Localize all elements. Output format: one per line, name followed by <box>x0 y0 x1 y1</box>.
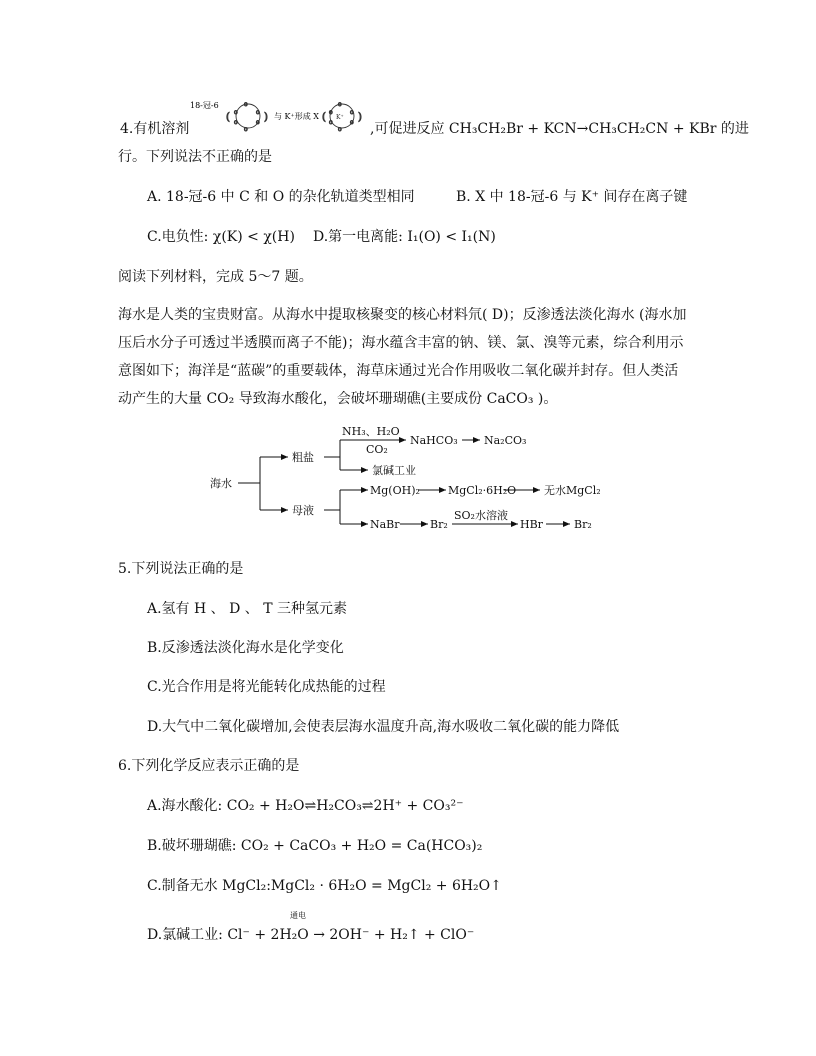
label-co2: CO₂ <box>366 443 388 456</box>
q4-option-a: A. 18-冠-6 中 C 和 O 的杂化轨道类型相同 <box>147 189 415 205</box>
svg-text:o: o <box>338 126 342 133</box>
q4-option-c: C.电负性: χ(K) < χ(H) <box>147 229 295 245</box>
svg-text:o: o <box>234 109 238 116</box>
q5-stem: 5.下列说法正确的是 <box>118 561 244 577</box>
node-mother-liquor: 母液 <box>292 504 314 517</box>
passage-line-1: 海水是人类的宝贵财富。从海水中提取核聚变的核心材料氘( D)；反渗透法淡化海水 (海水加 <box>118 307 687 323</box>
svg-text:(: ( <box>322 112 326 123</box>
q6-stem: 6.下列化学反应表示正确的是 <box>118 758 300 774</box>
node-crude-salt: 粗盐 <box>292 451 314 464</box>
q6-option-d: D.氯碱工业: Cl⁻ + 2H₂O → 2OH⁻ + H₂↑ + ClO⁻ <box>147 927 475 943</box>
svg-text:o: o <box>256 109 260 116</box>
svg-text:o: o <box>350 109 354 116</box>
node-br2-a: Br₂ <box>430 518 448 531</box>
label-nh3-h2o: NH₃、H₂O <box>342 425 400 438</box>
q6-option-a: A.海水酸化: CO₂ + H₂O⇌H₂CO₃⇌2H⁺ + CO₃²⁻ <box>147 798 464 814</box>
crown-ring-icon <box>226 101 268 133</box>
q5-option-b: B.反渗透法淡化海水是化学变化 <box>147 640 344 656</box>
q6-option-b: B.破坏珊瑚礁: CO₂ + CaCO₃ + H₂O = Ca(HCO₃)₂ <box>147 838 483 854</box>
q6-option-d-condition: 通电 <box>290 911 306 920</box>
svg-text:o: o <box>329 119 333 126</box>
q6-option-c: C.制备无水 MgCl₂:MgCl₂ · 6H₂O = MgCl₂ + 6H₂O↑ <box>147 878 502 894</box>
node-nabr: NaBr <box>370 518 400 531</box>
reading-intro: 阅读下列材料，完成 5～7 题。 <box>118 269 313 285</box>
q4-option-b: B. X 中 18-冠-6 与 K⁺ 间存在离子键 <box>456 189 688 205</box>
svg-text:o: o <box>256 119 260 126</box>
svg-text:o: o <box>244 126 248 133</box>
svg-text:o: o <box>244 101 248 108</box>
node-hbr: HBr <box>520 518 543 531</box>
node-anhydrous-mgcl2: 无水MgCl₂ <box>544 484 601 497</box>
node-nahco3: NaHCO₃ <box>410 434 458 447</box>
crown-mid-label: 与 K⁺形成 X <box>274 112 319 121</box>
q5-option-d: D.大气中二氧化碳增加,会使表层海水温度升高,海水吸收二氧化碳的能力降低 <box>147 719 620 735</box>
svg-text:(: ( <box>226 112 230 123</box>
svg-text:o: o <box>234 119 238 126</box>
crown-ether-figure <box>188 92 370 136</box>
q5-option-a: A.氢有 H 、 D 、 T 三种氢元素 <box>147 601 348 617</box>
svg-text:): ) <box>358 112 362 123</box>
q4-stem-prefix: 4.有机溶剂 <box>120 121 190 137</box>
crown-label: 18-冠-6 <box>190 101 219 110</box>
crown-k-complex-icon <box>322 101 362 133</box>
node-mgcl2-hydrate: MgCl₂·6H₂O <box>448 484 517 497</box>
node-seawater: 海水 <box>210 477 232 490</box>
svg-text:o: o <box>329 109 333 116</box>
passage-line-2: 压后水分子可透过半透膜而离子不能)；海水蕴含丰富的钠、镁、氯、溴等元素，综合利用示 <box>118 335 684 351</box>
node-br2-b: Br₂ <box>574 518 592 531</box>
svg-text:o: o <box>350 119 354 126</box>
node-mgoh2: Mg(OH)₂ <box>370 484 420 497</box>
svg-text:o: o <box>338 101 342 108</box>
q5-option-c: C.光合作用是将光能转化成热能的过程 <box>147 679 386 695</box>
q4-option-d: D.第一电离能: I₁(O) < I₁(N) <box>313 229 496 245</box>
passage-line-4: 动产生的大量 CO₂ 导致海水酸化，会破坏珊瑚礁(主要成份 CaCO₃ )。 <box>118 391 558 407</box>
q4-stem-line2: 行。下列说法不正确的是 <box>118 149 272 165</box>
crown-k-label: K⁺ <box>336 114 344 121</box>
passage-line-3: 意图如下；海洋是“蓝碳”的重要载体，海草床通过光合作用吸收二氧化碳并封存。但人类活 <box>118 363 679 379</box>
node-na2co3: Na₂CO₃ <box>484 434 527 447</box>
seawater-flow-diagram <box>200 420 620 540</box>
q4-stem-suffix: ,可促进反应 CH₃CH₂Br + KCN→CH₃CH₂CN + KBr 的进 <box>370 121 749 137</box>
label-so2-solution: SO₂水溶液 <box>454 509 508 522</box>
node-chlor-alkali: 氯碱工业 <box>372 464 416 477</box>
svg-text:): ) <box>264 112 268 123</box>
